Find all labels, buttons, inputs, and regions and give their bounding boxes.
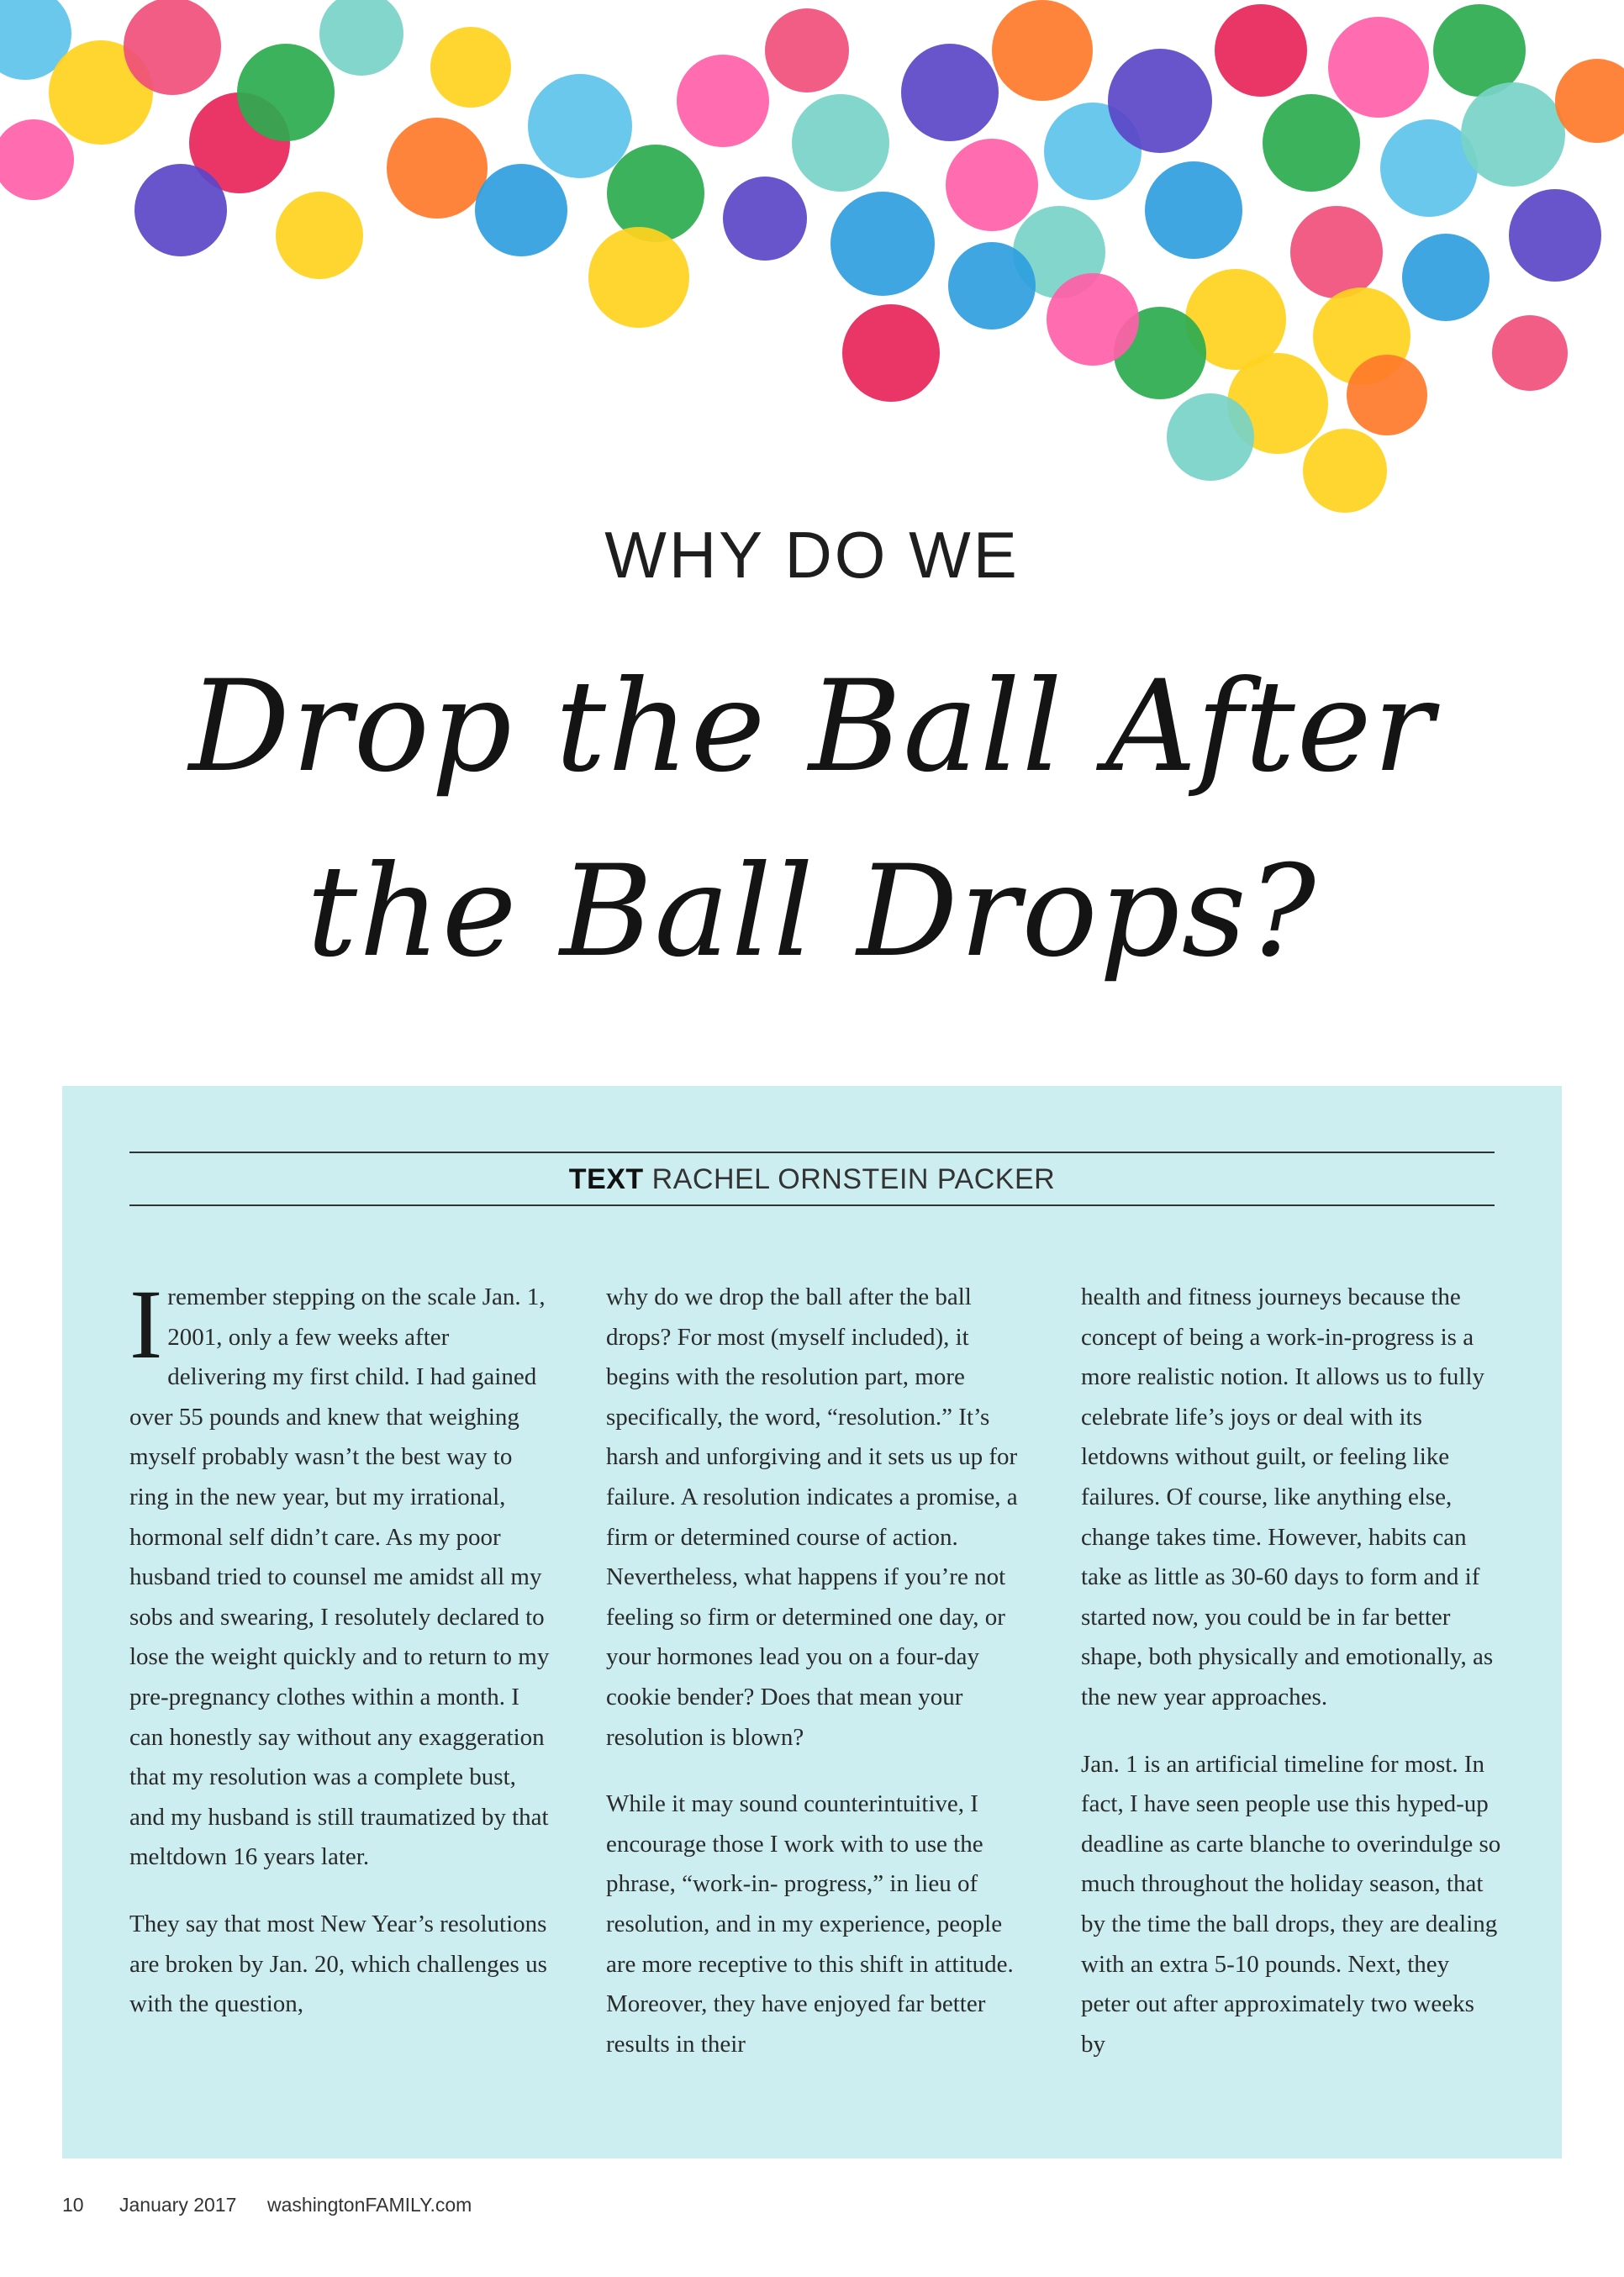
confetti-dot bbox=[237, 44, 335, 141]
confetti-dot bbox=[1303, 429, 1387, 513]
byline-rule-bottom bbox=[129, 1204, 1495, 1206]
article-column-2 bbox=[606, 1278, 1026, 2091]
footer-issue-date: January 2017 bbox=[119, 2194, 237, 2216]
confetti-dot bbox=[901, 44, 999, 141]
confetti-dot bbox=[276, 192, 363, 279]
confetti-dot bbox=[948, 242, 1036, 329]
headline-line-1: Drop the Ball After bbox=[188, 654, 1436, 800]
confetti-dot bbox=[792, 94, 889, 192]
paragraph: why do we drop the ball after the ball drops? For most (myself included), it begins with the resolution part, more specifically, the word, “resolution.” It’s harsh and unforgiving and it sets us up for failure. A resolution indicates a promise, a firm or determined course of action. Nevertheless, what happens if you’re not feeling so firm or determined one day, or your hormones lead you on a four-day cookie bender? Does that mean your resolution is blown? bbox=[606, 1283, 1018, 1751]
paragraph bbox=[129, 1269, 550, 1878]
confetti-dot bbox=[1347, 355, 1427, 435]
confetti-dot bbox=[475, 164, 567, 256]
confetti-dot bbox=[677, 55, 769, 147]
confetti-dot bbox=[1108, 49, 1212, 153]
footer-website: washingtonFAMILY.com bbox=[267, 2194, 472, 2216]
confetti-dot bbox=[765, 8, 849, 92]
confetti-dot bbox=[387, 118, 488, 219]
confetti-dot bbox=[1047, 273, 1139, 366]
confetti-dot bbox=[1461, 82, 1565, 187]
confetti-dot bbox=[528, 74, 632, 178]
confetti-dot bbox=[946, 139, 1038, 231]
byline-author: RACHEL ORNSTEIN PACKER bbox=[651, 1163, 1056, 1195]
drop-cap: I bbox=[129, 1269, 163, 1379]
paragraph: health and fitness journeys because the concept of being a work-in-progress is a more realistic notion. It allows us to fully celebrate life’s joys or deal with its letdowns without guilt, or feeling like failures. Of course, like anything else, change takes time. However, habits can take as little as 30-60 days to form and if started now, you could be in far better shape, both physically and emotionally, as the new year approaches. bbox=[1081, 1283, 1494, 1710]
confetti-dot bbox=[1263, 94, 1360, 192]
confetti-dot bbox=[607, 145, 704, 242]
paragraph-text: remember stepping on the scale Jan. 1, 2001, only a few weeks after delivering my first child. I had gained over 55 pounds and knew that weighing myself probably wasn’t the best way to ring in the new year, but my irrational, hormonal self didn’t care. As my poor husband tried to counsel me amidst all my sobs and swearing, I resolutely declared to lose the weight quickly and to return to my pre-pregnancy clothes within a month. I can honestly say without any exaggeration that my resolution was a complete bust, and my husband is still traumatized by that meltdown 16 years later. bbox=[129, 1283, 550, 1871]
confetti-dot bbox=[1328, 17, 1429, 118]
paragraph: Jan. 1 is an artificial timeline for most. In fact, I have seen people use this hyped-up deadline as carte blanche to overindulge so much throughout the holiday season, that by the time the ball drops, they are dealing with an extra 5-10 pounds. Next, they peter out after approximately two weeks by bbox=[1081, 1750, 1501, 2058]
confetti-dot bbox=[1509, 189, 1601, 282]
confetti-dot bbox=[0, 119, 74, 200]
article-panel bbox=[62, 1086, 1562, 2158]
confetti-illustration bbox=[0, 0, 1624, 555]
paragraph: They say that most New Year’s resolutions are broken by Jan. 20, which challenges us with the question, bbox=[129, 1910, 547, 2018]
confetti-dot bbox=[1167, 393, 1254, 481]
confetti-dot bbox=[992, 0, 1093, 101]
confetti-dot bbox=[842, 304, 940, 402]
confetti-dot bbox=[124, 0, 221, 95]
byline bbox=[129, 1163, 1495, 1196]
confetti-dot bbox=[830, 192, 935, 296]
headline-kicker: WHY DO WE bbox=[604, 518, 1020, 592]
confetti-dot bbox=[430, 27, 511, 108]
confetti-dot bbox=[588, 227, 689, 328]
article-column-3 bbox=[1081, 1278, 1501, 2091]
confetti-dot bbox=[1492, 315, 1568, 391]
confetti-dot bbox=[1215, 4, 1307, 97]
headline-line-2: the Ball Drops? bbox=[306, 839, 1318, 985]
byline-label: TEXT bbox=[568, 1163, 644, 1195]
article-column-1 bbox=[129, 1269, 550, 2052]
confetti-dot bbox=[723, 177, 807, 261]
confetti-dot bbox=[1290, 206, 1383, 298]
confetti-dot bbox=[319, 0, 403, 76]
byline-rule-top bbox=[129, 1152, 1495, 1153]
confetti-dot bbox=[1145, 161, 1242, 259]
confetti-dot bbox=[1402, 234, 1490, 321]
paragraph: While it may sound counterintuitive, I encourage those I work with to use the phrase, “work-in- progress,” in lieu of resolution, and in my experience, people are more receptive to this shift in attitude. Moreover, they have enjoyed far better results in their bbox=[606, 1790, 1014, 2058]
confetti-dot bbox=[134, 164, 227, 256]
footer-page-number: 10 bbox=[62, 2194, 84, 2216]
confetti-dot bbox=[1555, 59, 1624, 143]
